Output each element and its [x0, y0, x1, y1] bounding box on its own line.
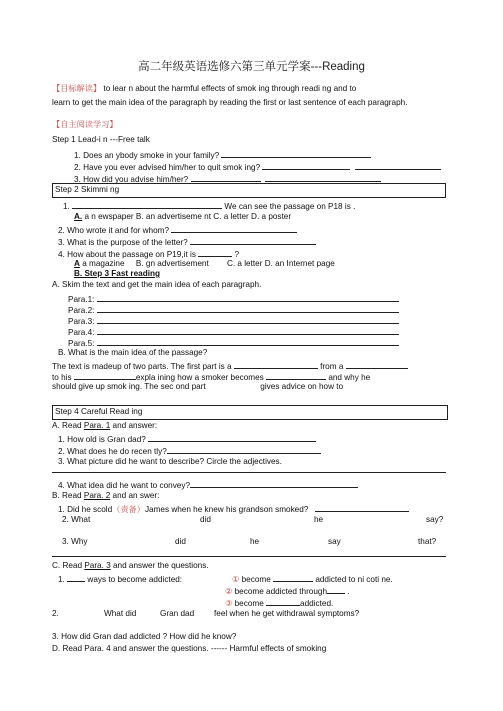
objective-line [52, 83, 356, 94]
selfstudy-tag: 【自主阅读学习】 [52, 119, 118, 129]
answer-blank[interactable] [97, 337, 399, 346]
answer-blank[interactable] [190, 236, 316, 245]
answer-blank[interactable] [67, 573, 85, 582]
para-1-line: Para.1: [68, 293, 399, 305]
step2-heading: Step 2 Skimmi ng [55, 185, 120, 194]
step2-question-1: 1. We can see the passage on P18 is . [63, 202, 356, 211]
part-c-question-1: 1. ways to become addicted: [58, 575, 183, 584]
part-a-question-4: 4. What idea did he want to convey? [58, 479, 358, 491]
answer-blank[interactable] [262, 161, 350, 170]
answer-blank[interactable] [315, 503, 409, 512]
part-a-question-3: 3. What picture did he want to describe? Circle the adjectives. [58, 457, 282, 466]
step2-question-3: 3. What is the purpose of the letter? [58, 236, 316, 248]
part-c-question-2-start: 2. [52, 609, 59, 618]
step1-question-2: 2. Have you ever advised him/her to quit smok ing? [74, 161, 441, 173]
part-c-question-2-end: feel when he get withdrawal symptoms? [214, 609, 360, 618]
step2-question-4: 4. How about the passage on P19,it is ? [58, 250, 240, 259]
answer-blank[interactable] [265, 173, 381, 182]
step4-heading: Step 4 Careful Read ing [55, 407, 143, 416]
answer-blank[interactable] [97, 315, 399, 324]
answer-blank[interactable] [171, 224, 297, 233]
part-b-question-2-end: say? [426, 515, 444, 524]
part-a-question-2: 2. What does he do recen tly? [58, 445, 321, 457]
step3-item-b: B. What is the main idea of the passage? [58, 348, 208, 357]
para-3-line: Para.3: [68, 315, 399, 327]
answer-blank[interactable] [273, 573, 313, 582]
part-c-question-2-word: Gran dad [160, 609, 195, 618]
part-b-question-2-word: he [314, 515, 324, 524]
addiction-option-3: ③ become addicted. [225, 598, 334, 608]
main-idea-line-2: to his expla ining how a smoker becomes and why he [52, 373, 371, 382]
part-b-question-3-word: he [250, 537, 260, 546]
part-a-question-1: 1. How old is Gran dad? [58, 433, 316, 445]
answer-blank[interactable] [72, 200, 222, 209]
step2-options-1: A. a n ewspaper B. an advertiseme nt C. a letter D. a poster [74, 212, 292, 221]
answer-blank[interactable] [266, 371, 326, 380]
part-c-question-2-word: What did [104, 609, 137, 618]
step1-question-1: 1. Does an ybody smoke in your family? [74, 149, 371, 161]
main-idea-line-3: should give up smok ing. The sec ond part gives advice on how to [52, 382, 344, 391]
answer-blank[interactable] [97, 326, 399, 335]
answer-blank[interactable] [346, 360, 408, 369]
step1-question-3: 3. How did you advise him/her? [74, 173, 381, 185]
objective-text-2: learn to get the main idea of the paragraph by reading the first or last sentence of each paragraph. [52, 98, 408, 107]
answer-blank[interactable] [191, 173, 261, 182]
answer-blank[interactable] [167, 445, 321, 454]
part-b-heading: B. Read Para. 2 and an swer: [52, 491, 160, 500]
addiction-option-1: ① become addicted to ni coti ne. [232, 574, 393, 584]
para-5-line: Para.5: [68, 337, 399, 349]
part-c-heading: C. Read Para. 3 and answer the questions. [52, 561, 209, 570]
step2-question-2: 2. Who wrote it and for whom? [58, 224, 297, 236]
divider [52, 472, 446, 473]
part-b-question-1: 1. Did he scold（责备）James when he knew his grandson smoked? [58, 503, 409, 515]
answer-blank[interactable] [327, 585, 345, 594]
answer-blank[interactable] [97, 304, 399, 313]
answer-blank[interactable] [266, 597, 300, 606]
part-b-question-3-end: that? [418, 537, 437, 546]
part-a-heading: A. Read Para. 1 and answer: [52, 421, 158, 430]
step3-item-a: A. Skim the text and get the main idea of each paragraph. [52, 280, 262, 289]
answer-blank[interactable] [74, 371, 136, 380]
part-b-question-2-start: 2. What [62, 515, 91, 524]
answer-blank[interactable] [97, 293, 399, 302]
step2-options-4: A a magazine B. gn advertisement C. a letter D. an Internet page [74, 259, 335, 268]
part-c-question-3: 3. How did Gran dad addicted ? How did he know? [52, 632, 237, 641]
objective-tag: 【目标解读】 [52, 83, 102, 93]
para-2-line: Para.2: [68, 304, 399, 316]
step1-heading: Step 1 Lead-i n ---Free talk [52, 135, 150, 144]
answer-blank[interactable] [148, 433, 316, 442]
addiction-option-2: ② become addicted through . [225, 586, 350, 596]
para-4-line: Para.4: [68, 326, 399, 338]
answer-blank[interactable] [221, 149, 371, 158]
divider [52, 556, 446, 557]
answer-blank[interactable] [198, 248, 232, 257]
step3-heading: B. Step 3 Fast reading [74, 269, 160, 278]
answer-blank[interactable] [234, 360, 318, 369]
part-d-heading: D. Read Para. 4 and answer the questions. ------ Harmful effects of smoking [52, 644, 327, 653]
part-b-question-2-word: did [200, 515, 211, 524]
page-title: 高二年级英语选修六第三单元学案---Reading [138, 61, 365, 73]
answer-blank[interactable] [355, 161, 441, 170]
main-idea-line-1: The text is madeup of two parts. The first part is a from a [52, 360, 408, 372]
objective-text: to lear n about the harmful effects of smok ing through readi ng and to [103, 84, 357, 93]
part-b-question-3-word: say [328, 537, 341, 546]
part-b-question-3-start: 3. Why [62, 537, 88, 546]
answer-blank[interactable] [190, 479, 358, 488]
part-b-question-3-word: did [175, 537, 186, 546]
